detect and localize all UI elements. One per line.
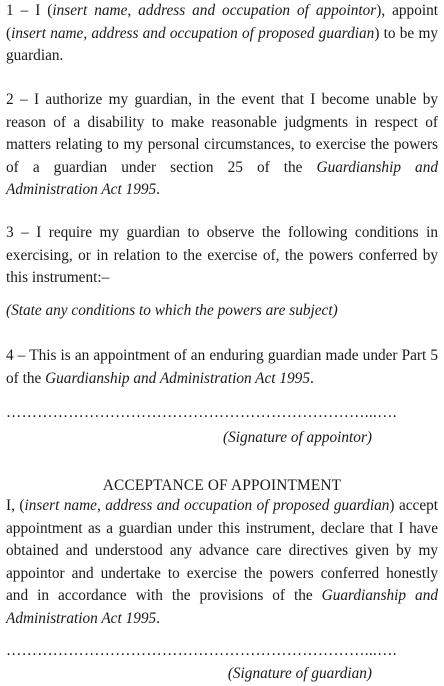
clause-4-act-name: Guardianship and Administration Act 1995	[45, 369, 310, 387]
clause-1-appointor-placeholder: insert name, address and occupation of appointor	[52, 2, 377, 19]
clause-3	[6, 222, 438, 290]
acceptance-guardian-placeholder: insert name, address and occupation of proposed guardian	[24, 497, 390, 514]
acceptance-text-a: I, (	[6, 497, 25, 514]
clause-2-act-name: Guardianship and Administration Act 1995	[6, 158, 438, 198]
clause-1-text-a: 1 – I (	[6, 2, 53, 19]
clause-4	[6, 345, 438, 390]
clause-2-end: .	[156, 181, 160, 198]
acceptance-paragraph	[6, 495, 438, 630]
appointor-signature-label: (Signature of appointor)	[223, 429, 372, 446]
appointor-signature-line: ……………………………………………………………...….	[6, 405, 397, 421]
acceptance-act-name: Guardianship and Administration Act 1995	[6, 587, 438, 627]
clause-2	[6, 89, 438, 202]
clause-4-end: .	[309, 369, 314, 387]
conditions-note: (State any conditions to which the powers are subject)	[6, 302, 338, 319]
guardian-signature-label: (Signature of guardian)	[227, 665, 372, 682]
acceptance-text-b: ) accept appointment as a guardian under this instrument, declare that I have obtained and understood any advance care directives given by my appointor and undertake to exercise the powers conferred honestly and in accordance with the provisions of the	[6, 497, 439, 604]
acceptance-end: .	[156, 609, 160, 627]
clause-2-text: 2 – I authorize my guardian, in the event that I become unable by reason of a disability to make reasonable judgments in respect of matters relating to my personal circumstances, to exercise the powers of a guardian under section 25 of the	[6, 91, 438, 176]
clause-1-text-c: ) to be my guardian.	[6, 24, 438, 64]
clause-3-text: 3 – I require my guardian to observe the following conditions in exercising, or in relation to the exercise of, the powers conferred by this instrument:–	[6, 224, 438, 286]
clause-1-text-b: ), appoint (	[6, 2, 438, 42]
clause-1-guardian-placeholder: insert name, address and occupation of proposed guardian	[11, 24, 375, 42]
clause-4-text: 4 – This is an appointment of an enduring guardian made under Part 5 of the	[6, 347, 438, 387]
clause-1	[6, 0, 438, 68]
acceptance-heading: ACCEPTANCE OF APPOINTMENT	[102, 477, 342, 494]
guardian-signature-line: ……………………………………………………………...….	[6, 643, 397, 659]
